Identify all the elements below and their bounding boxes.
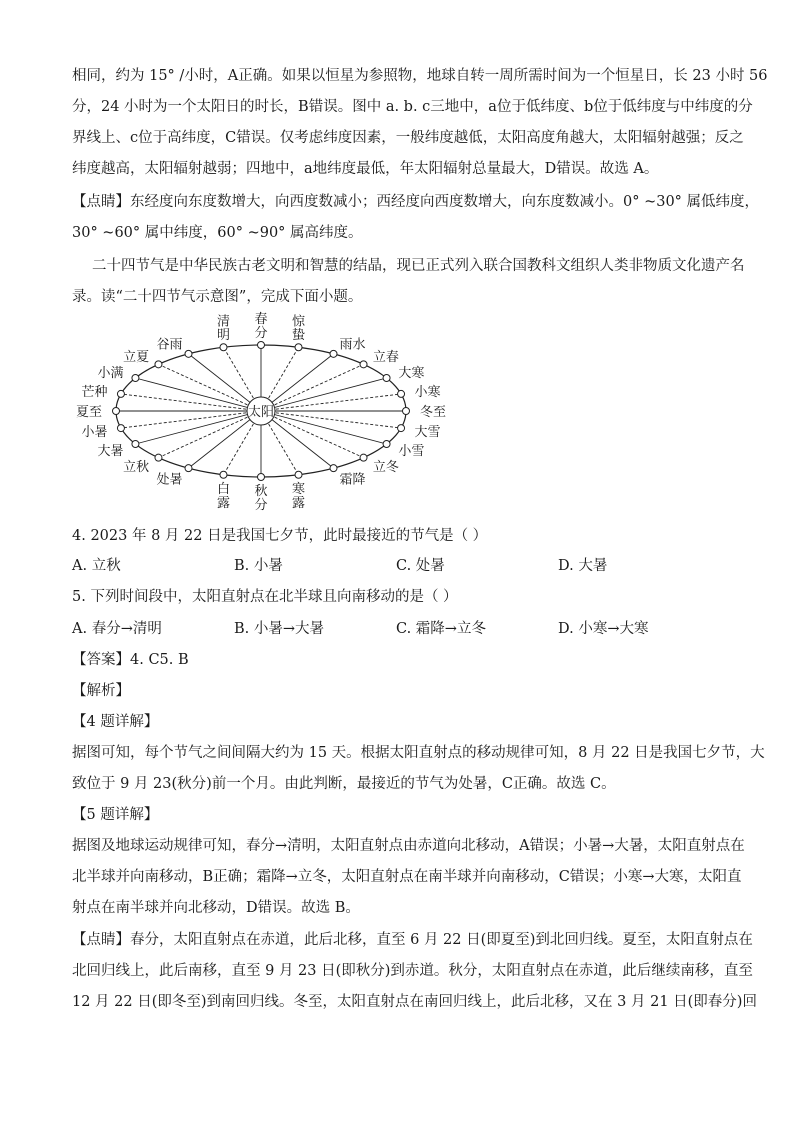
q5-option-c: C. 霜降→立冬 [396, 621, 486, 637]
term-node [360, 454, 367, 461]
term-label: 立秋 [123, 460, 150, 476]
term-label: 立春 [372, 349, 399, 365]
term-node [258, 474, 265, 481]
note-line: 【点睛】东经度向东度数增大，向西度数减小；西经度向西度数增大，向东度数减小。0° ~30° 属低纬度， [72, 194, 760, 210]
q5-option-d: D. 小寒→大寒 [558, 621, 649, 637]
note-line: 【点睛】春分，太阳直射点在赤道，此后北移，直至 6 月 22 日(即夏至)到北回归线。夏至，太阳直射点在 [72, 932, 753, 948]
detail-4-line: 据图可知，每个节气之间间隔大约为 15 天。根据太阳直射点的移动规律可知，8 月 22 日是我国七夕节，大 [72, 745, 765, 761]
term-node [403, 408, 410, 415]
answer-line: 【答案】4. C5. B [72, 652, 189, 668]
term-label: 小满 [97, 366, 124, 381]
term-label: 小雪 [398, 444, 425, 459]
solar-terms-diagram [75, 312, 447, 513]
term-node [330, 465, 337, 472]
term-node [258, 342, 265, 349]
term-node [295, 471, 302, 478]
term-node [155, 454, 162, 461]
term-node [383, 375, 390, 382]
term-node [330, 350, 337, 357]
term-label: 白 [216, 481, 230, 497]
term-label: 清 [216, 314, 230, 330]
term-label: 蛰 [292, 328, 306, 344]
detail-4-line: 致位于 9 月 23(秋分)前一个月。由此判断，最接近的节气为处暑，C正确。故选 C。 [72, 776, 616, 792]
term-node [185, 350, 192, 357]
intro-line: 录。读“二十四节气示意图”，完成下面小题。 [72, 289, 363, 305]
term-label: 立冬 [372, 460, 399, 476]
term-line-solid [135, 378, 261, 411]
text-line: 界线上、c位于高纬度，C错误。仅考虑纬度因素，一般纬度越低，太阳高度角越大，太阳辐射越强；反之 [72, 130, 744, 146]
q4-option-b: B. 小暑 [234, 558, 283, 574]
term-node [113, 408, 120, 415]
text-line: 相同，约为 15° /小时，A正确。如果以恒星为参照物，地球自转一周所需时间为一个恒星日，长 23 小时 56 [72, 68, 768, 84]
term-node [383, 441, 390, 448]
term-label: 露 [216, 495, 230, 511]
text-line: 纬度越高，太阳辐射越弱；四地中，a地纬度最低，年太阳辐射总量最大，D错误。故选 A。 [72, 161, 659, 177]
detail-5-line: 北半球并向南移动，B正确；霜降→立冬，太阳直射点在南半球并向南移动，C错误；小寒→大寒，太阳直 [72, 869, 742, 885]
term-line-dashed [121, 394, 261, 411]
term-node [132, 375, 139, 382]
term-label: 明 [216, 328, 230, 344]
term-label: 露 [292, 495, 306, 511]
term-label: 小暑 [81, 425, 108, 441]
q4-option-a: A. 立秋 [72, 558, 121, 574]
term-label: 霜降 [339, 472, 366, 488]
term-line-dashed [261, 411, 401, 428]
q4-option-c: C. 处暑 [396, 558, 445, 574]
term-label: 处暑 [156, 472, 183, 488]
detail-5-line: 射点在南半球并向北移动，D错误。故选 B。 [72, 900, 360, 916]
term-node [155, 361, 162, 368]
text-line: 分，24 小时为一个太阳日的时长，B错误。图中 a. b. c三地中，a位于低纬度、b位于低纬度与中纬度的分 [72, 99, 753, 115]
question-4-stem: 4. 2023 年 8 月 22 日是我国七夕节，此时最接近的节气是（ ） [72, 528, 488, 544]
term-line-dashed [261, 394, 401, 411]
q4-option-d: D. 大暑 [558, 558, 608, 574]
analysis-label: 【解析】 [72, 683, 130, 699]
term-node [360, 361, 367, 368]
term-label: 立夏 [123, 349, 150, 365]
term-label: 小寒 [414, 384, 441, 400]
term-label: 分 [254, 326, 268, 341]
term-node [185, 465, 192, 472]
term-label: 大暑 [97, 444, 124, 459]
term-label: 秋 [254, 484, 268, 499]
term-node [220, 471, 227, 478]
term-node [117, 425, 124, 432]
q5-option-b: B. 小暑→大暑 [234, 621, 325, 637]
detail-5-line: 据图及地球运动规律可知，春分→清明，太阳直射点由赤道向北移动，A错误；小暑→大暑，太阳直射点在 [72, 838, 745, 854]
term-node [132, 441, 139, 448]
term-label: 惊 [292, 314, 306, 330]
term-line-solid [261, 378, 387, 411]
term-node [117, 390, 124, 397]
sun-label: 太阳 [247, 405, 275, 420]
term-line-solid [261, 411, 387, 444]
term-line-solid [135, 411, 261, 444]
term-label: 芒种 [81, 384, 108, 400]
term-label: 春 [254, 312, 268, 327]
term-label: 寒 [292, 481, 306, 497]
note-line: 30° ~60° 属中纬度，60° ~90° 属高纬度。 [72, 225, 363, 241]
term-label: 谷雨 [156, 337, 183, 353]
detail-4-label: 【4 题详解】 [72, 714, 159, 730]
detail-5-label: 【5 题详解】 [72, 807, 159, 823]
note-line: 北回归线上，此后南移，直至 9 月 23 日(即秋分)到赤道。秋分，太阳直射点在赤道，此后继续南移，直至 [72, 963, 753, 979]
q5-option-a: A. 春分→清明 [72, 621, 162, 637]
term-node [220, 344, 227, 351]
term-label: 雨水 [339, 337, 366, 353]
term-node [295, 344, 302, 351]
term-node [398, 390, 405, 397]
term-label: 分 [254, 498, 268, 513]
term-node [398, 425, 405, 432]
note-line: 12 月 22 日(即冬至)到南回归线。冬至，太阳直射点在南回归线上，此后北移，又在 3 月 21 日(即春分)回 [72, 994, 757, 1010]
term-label: 大寒 [398, 366, 425, 381]
term-line-dashed [121, 411, 261, 428]
question-5-stem: 5. 下列时间段中，太阳直射点在北半球且向南移动的是（ ） [72, 589, 458, 605]
term-label: 夏至 [75, 405, 102, 420]
term-label: 冬至 [420, 405, 447, 420]
intro-line: 二十四节气是中华民族古老文明和智慧的结晶，现已正式列入联合国教科文组织人类非物质文化遗产名 [92, 258, 745, 274]
term-label: 大雪 [414, 425, 441, 441]
